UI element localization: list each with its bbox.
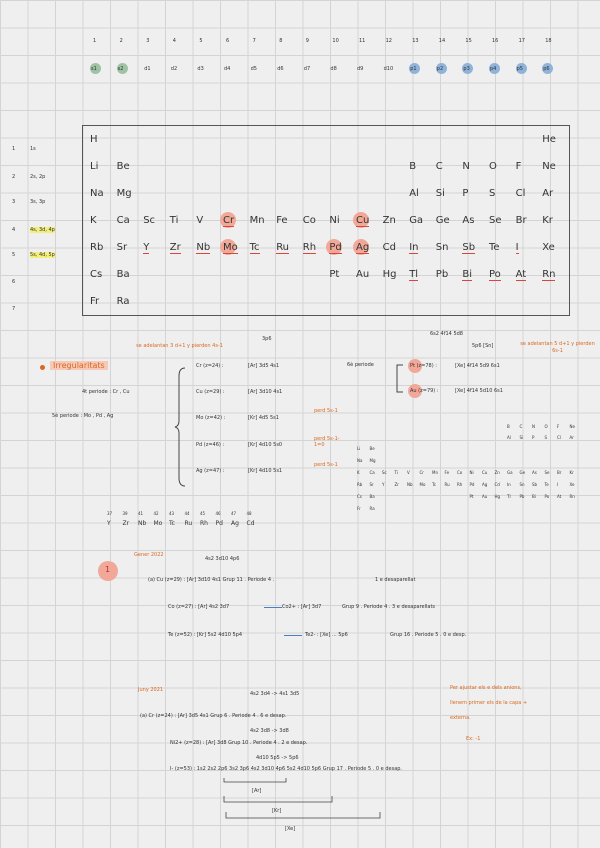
group-config: p6	[543, 66, 550, 72]
mini-symbol: Ar	[569, 435, 574, 440]
element-symbol: Mo	[153, 520, 163, 527]
period-number: 7	[12, 306, 16, 312]
element-symbol: Cu	[356, 215, 370, 226]
mini-symbol: V	[407, 470, 410, 475]
ar-bracket: [Ar]	[252, 788, 262, 794]
element-symbol: S	[489, 188, 496, 199]
mini-symbol: Y	[382, 482, 385, 487]
atomic-number: 43	[169, 511, 175, 516]
atomic-number: 46	[215, 511, 221, 516]
exam1-c-info: Grup 16 . Periode 5 . 0 e desp.	[390, 632, 467, 638]
element-symbol: Ar	[542, 188, 554, 199]
element-symbol: Zn	[382, 215, 396, 226]
element-symbol: Y	[107, 520, 111, 527]
element-symbol: Nb	[138, 520, 147, 527]
mini-symbol: Sr	[369, 482, 374, 487]
mini-symbol: At	[557, 494, 562, 499]
element-symbol: Ga	[409, 215, 424, 226]
atomic-number: 37	[107, 511, 113, 516]
element-symbol: Po	[489, 269, 501, 280]
mini-symbol: Fr	[357, 506, 361, 511]
element-symbol: Pd	[215, 520, 223, 527]
period-number: 1	[12, 146, 16, 152]
au-label: Au (z=79) :	[410, 388, 439, 394]
sn-label: 5p6 [Sn]	[472, 343, 494, 349]
mini-symbol: Sc	[382, 470, 387, 475]
mini-symbol: Bi	[532, 494, 536, 499]
atomic-number: 48	[246, 511, 252, 516]
element-symbol: Ag	[356, 242, 370, 253]
element-symbol: Sr	[116, 242, 128, 253]
group-config: d10	[383, 66, 394, 72]
mini-symbol: Cl	[557, 435, 561, 440]
mini-symbol: Rh	[457, 482, 463, 487]
sp-label: 3p6	[262, 336, 272, 342]
exam2-ni: Ni2+ (z=28) : [Ar] 3d8 Grup 10 . Periode 4 . 2 e desap.	[170, 740, 308, 746]
irregularitats-title: Irregularitats	[50, 361, 108, 370]
exam1-c: Te (z=52) : [Kr] 5s2 4d10 5p4	[168, 632, 243, 638]
mini-symbol: Pt	[469, 494, 474, 499]
element-symbol: Pb	[435, 269, 449, 280]
mini-symbol: I	[557, 482, 559, 487]
group-number: 9	[305, 38, 309, 44]
element-symbol: Y	[143, 242, 150, 253]
group-number: 7	[252, 38, 256, 44]
mini-symbol: Sn	[519, 482, 525, 487]
group-number: 3	[146, 38, 150, 44]
element-symbol: Sn	[435, 242, 449, 253]
mini-symbol: Li	[357, 446, 361, 451]
element-symbol: I	[515, 242, 519, 253]
element-symbol: Cd	[246, 520, 255, 527]
element-symbol: Br	[515, 215, 527, 226]
mini-symbol: F	[557, 424, 560, 429]
note-line-3: externa.	[450, 715, 471, 721]
mini-symbol: Ni	[469, 470, 474, 475]
period-4-irregular: 4t periode : Cr , Cu	[82, 389, 130, 395]
group-config: d5	[250, 66, 257, 72]
mini-symbol: Tl	[507, 494, 511, 499]
mini-symbol: Mg	[369, 458, 376, 463]
top-6-config: 6s2 4f14 5d8	[430, 331, 463, 337]
cu-label: Cu (z=29) :	[196, 389, 225, 395]
exam2-i-top: 4d10 5p5 -> 5p6	[256, 755, 299, 761]
exam2-a: (a) Cr (z=24) : [Ar] 3d5 4s1 Grup 6 . Periode 4 . 6 e desap.	[140, 713, 287, 719]
element-symbol: O	[489, 161, 497, 172]
perd-note-3: perd 5s-1	[314, 462, 338, 468]
element-symbol: Au	[356, 269, 370, 280]
mini-symbol: Pd	[469, 482, 475, 487]
cr-config: [Ar] 3d5 4s1	[248, 363, 280, 369]
mini-symbol: Xe	[569, 482, 575, 487]
element-symbol: C	[435, 161, 443, 172]
exam2-i: I- (z=53) : 1s2 2s2 2p6 3s2 3p6 4s2 3d10 4p6 5s2 4d10 5p6 Grup 17 . Periode 5 . 0 e desap.	[170, 766, 403, 772]
element-symbol: Bi	[462, 269, 473, 280]
element-symbol: N	[462, 161, 470, 172]
exam1-a: (a) Cu (z=29) : [Ar] 3d10 4s1 Grup 11 . Periode 4 .	[148, 577, 275, 583]
atomic-number: 42	[153, 511, 159, 516]
mini-symbol: Zr	[394, 482, 399, 487]
element-symbol: Nb	[196, 242, 211, 253]
element-symbol: Ne	[542, 161, 556, 172]
kr-bracket: [Kr]	[272, 808, 282, 814]
element-symbol: Cl	[515, 188, 526, 199]
element-symbol: Xe	[542, 242, 555, 253]
mini-symbol: Be	[369, 446, 375, 451]
element-symbol: F	[515, 161, 522, 172]
pd-label: Pd (z=46) :	[196, 442, 225, 448]
mini-symbol: N	[532, 424, 535, 429]
mini-symbol: Kr	[569, 470, 574, 475]
ag-label: Ag (z=47) :	[196, 468, 225, 474]
element-symbol: Mn	[249, 215, 265, 226]
mini-symbol: C	[519, 424, 523, 429]
element-symbol: Pd	[329, 242, 342, 253]
element-symbol: He	[542, 134, 556, 145]
note-line-1: Per ajustar els e dels anions,	[450, 685, 522, 691]
group-number: 5	[199, 38, 203, 44]
mini-symbol: Tc	[432, 482, 436, 487]
period-number: 2	[12, 174, 16, 180]
group-number: 11	[359, 38, 366, 44]
period-orbitals: 2s, 2p	[30, 174, 46, 180]
element-symbol: Ru	[184, 520, 193, 527]
atomic-number: 45	[200, 511, 206, 516]
group-config: d1	[144, 66, 151, 72]
mo-label: Mo (z=42) :	[196, 415, 226, 421]
group-number: 8	[279, 38, 283, 44]
ag-config: [Kr] 4d10 5s1	[248, 468, 283, 474]
brace-6-icon	[393, 364, 405, 394]
group-config: d9	[357, 66, 364, 72]
group-config: d4	[224, 66, 231, 72]
atomic-number: 47	[231, 511, 237, 516]
element-symbol: Tc	[249, 242, 260, 253]
bullet-icon	[40, 365, 45, 370]
exam1-pre: 4s2 3d10 4p6	[205, 556, 240, 562]
group-config: p5	[516, 66, 523, 72]
exam1-b-ion: Co2+ : [Ar] 3d7	[282, 604, 322, 610]
mini-symbol: Pb	[519, 494, 525, 499]
element-symbol: Ca	[116, 215, 130, 226]
period-number: 3	[12, 199, 16, 205]
group-config: p4	[490, 66, 497, 72]
element-symbol: Ge	[435, 215, 450, 226]
group-number: 10	[332, 38, 339, 44]
period-number: 6	[12, 279, 16, 285]
perd-note-1: perd 5s-1	[314, 408, 338, 414]
mini-symbol: Al	[507, 435, 511, 440]
element-symbol: Fe	[276, 215, 288, 226]
element-symbol: Cs	[90, 269, 103, 280]
mini-symbol: Po	[544, 494, 550, 499]
mini-symbol: Zn	[494, 470, 500, 475]
element-symbol: Rn	[542, 269, 556, 280]
atomic-number: 44	[184, 511, 190, 516]
mini-symbol: In	[507, 482, 511, 487]
period-5-irregular: 5è periode : Mo , Pd , Ag	[52, 413, 114, 419]
element-symbol: Ba	[116, 269, 130, 280]
element-symbol: At	[515, 269, 527, 280]
element-symbol: Ti	[169, 215, 179, 226]
note-example: Ex: -1	[466, 736, 481, 742]
arrow-icon	[264, 607, 282, 608]
element-symbol: Rh	[200, 520, 208, 527]
arrow-icon	[284, 635, 302, 636]
mini-symbol: Cs	[357, 494, 362, 499]
exam1-b: Co (z=27) : [Ar] 4s2 3d7	[168, 604, 230, 610]
element-symbol: Se	[489, 215, 502, 226]
mini-symbol: K	[357, 470, 360, 475]
element-symbol: Rb	[90, 242, 104, 253]
group-number: 14	[438, 38, 446, 44]
cr-label: Cr (z=24) :	[196, 363, 224, 369]
pt-label: Pt (z=78) :	[410, 363, 437, 369]
group-config: p2	[436, 66, 444, 72]
group-number: 4	[172, 38, 176, 44]
mini-symbol: Au	[482, 494, 488, 499]
mini-symbol: Sb	[532, 482, 538, 487]
group-number: 15	[465, 38, 472, 44]
mini-symbol: Si	[519, 435, 524, 440]
element-symbol: Zr	[169, 242, 181, 253]
mo-config: [Kr] 4d5 5s1	[248, 415, 279, 421]
mini-symbol: Cr	[419, 470, 424, 475]
element-symbol: Cd	[382, 242, 396, 253]
mini-symbol: Br	[557, 470, 562, 475]
group-number: 13	[412, 38, 419, 44]
element-symbol: Tc	[169, 520, 175, 527]
group-config: d2	[170, 66, 178, 72]
mini-symbol: Rb	[357, 482, 363, 487]
group-number: 6	[226, 38, 230, 44]
group-config: p1	[410, 66, 417, 72]
group-number: 2	[119, 38, 123, 44]
mini-symbol: S	[544, 435, 548, 440]
element-symbol: P	[462, 188, 469, 199]
mini-symbol: P	[532, 435, 535, 440]
bracket-group-icon	[222, 776, 387, 826]
group-config: d7	[303, 66, 311, 72]
au-config: [Xe] 4f14 5d10 6s1	[455, 388, 503, 394]
mini-symbol: Te	[544, 482, 549, 487]
period-number: 4	[12, 227, 16, 233]
exam1-date: Gener 2022	[134, 552, 164, 558]
mini-symbol: Rn	[569, 494, 575, 499]
element-symbol: Ra	[116, 296, 130, 307]
note-adelantan-5d: se adelantan 5 d+1 y pierden 6s-1	[520, 341, 595, 354]
group-config: d6	[277, 66, 284, 72]
element-symbol: B	[409, 161, 417, 172]
group-config: d8	[330, 66, 337, 72]
element-symbol: Tl	[409, 269, 419, 280]
group-number: 1	[93, 38, 97, 44]
note-adelantan-d: se adelantan 3 d+1 y pierden 4s-1	[136, 343, 223, 349]
mini-symbol: Ag	[482, 482, 488, 487]
element-symbol: Mg	[116, 188, 132, 199]
mini-symbol: Ru	[444, 482, 450, 487]
group-number: 16	[492, 38, 499, 44]
element-symbol: V	[196, 215, 204, 226]
element-symbol: Fr	[90, 296, 100, 307]
element-symbol: Ni	[329, 215, 340, 226]
mini-symbol: Ge	[519, 470, 526, 475]
exam2-date: Juny 2021	[138, 687, 164, 693]
mini-symbol: Se	[544, 470, 550, 475]
exam1-badge: 1	[105, 565, 111, 574]
element-symbol: Cr	[223, 215, 235, 226]
brace-icon	[175, 366, 187, 488]
element-symbol: Zr	[122, 520, 130, 527]
element-symbol: Hg	[382, 269, 397, 280]
element-symbol: Al	[409, 188, 419, 199]
group-number: 17	[518, 38, 525, 44]
group-config: d3	[197, 66, 204, 72]
element-symbol: Rh	[302, 242, 317, 253]
perd-note-2: perd 5s-1-1=0	[314, 436, 340, 448]
xe-bracket: [Xe]	[285, 826, 296, 832]
element-symbol: In	[409, 242, 419, 253]
mini-symbol: Cd	[494, 482, 500, 487]
element-symbol: Pt	[329, 269, 340, 280]
mini-symbol: B	[507, 424, 510, 429]
group-number: 18	[545, 38, 552, 44]
mini-symbol: Co	[457, 470, 463, 475]
group-config: p3	[463, 66, 470, 72]
mini-symbol: Cu	[482, 470, 488, 475]
element-symbol: Co	[302, 215, 316, 226]
mini-symbol: Hg	[494, 494, 501, 499]
note-line-2: llenem primer els de la capa +	[450, 700, 528, 706]
element-symbol: Li	[90, 161, 99, 172]
pd-config: [Kr] 4d10 5s0	[248, 442, 283, 448]
period-orbitals: 5s, 4d, 5p	[30, 252, 55, 258]
period-orbitals: 4s, 3d, 4p	[30, 227, 55, 233]
cu-config: [Ar] 3d10 4s1	[248, 389, 283, 395]
element-symbol: Si	[435, 188, 445, 199]
atomic-number: 39	[122, 511, 128, 516]
group-config: s2	[117, 66, 124, 72]
exam2-top-a: 4s2 3d4 -> 4s1 3d5	[250, 691, 300, 697]
mini-symbol: As	[532, 470, 537, 475]
period-orbitals: 3s, 3p	[30, 199, 46, 205]
group-number: 12	[385, 38, 392, 44]
element-symbol: Te	[489, 242, 500, 253]
exam2-ni-top: 4s2 3d8 -> 3d8	[250, 728, 289, 734]
element-symbol: Na	[90, 188, 104, 199]
mini-symbol: Ca	[369, 470, 375, 475]
exam1-a-unp: 1 e desaparellat	[375, 577, 416, 583]
element-symbol: Sc	[143, 215, 156, 226]
mini-symbol: Ba	[369, 494, 375, 499]
period-6-label: 6è periode	[347, 362, 374, 368]
group-config: s1	[91, 66, 97, 72]
pt-config: [Xe] 4f14 5d9 6s1	[455, 363, 500, 369]
period-orbitals: 1s	[30, 146, 36, 152]
mini-symbol: Ra	[369, 506, 375, 511]
element-symbol: Be	[116, 161, 130, 172]
mini-symbol: O	[544, 424, 548, 429]
element-symbol: As	[462, 215, 475, 226]
mini-symbol: Mn	[432, 470, 438, 475]
mini-symbol: Ti	[394, 470, 398, 475]
element-symbol: H	[90, 134, 98, 145]
mini-symbol: Na	[357, 458, 363, 463]
exam1-c-ion: Te2- : [Xe] ... 5p6	[305, 632, 348, 638]
atomic-number: 41	[138, 511, 144, 516]
exam1-b-info: Grup 9 . Periode 4 . 3 e desaparellats	[342, 604, 436, 610]
mini-symbol: Fe	[444, 470, 450, 475]
mini-symbol: Mo	[419, 482, 426, 487]
mini-symbol: Ga	[507, 470, 513, 475]
element-symbol: Ru	[276, 242, 290, 253]
mini-symbol: Ne	[569, 424, 575, 429]
mini-symbol: Nb	[407, 482, 413, 487]
element-symbol: Sb	[462, 242, 476, 253]
element-symbol: K	[90, 215, 97, 226]
period-number: 5	[12, 252, 16, 258]
element-symbol: Ag	[231, 520, 239, 527]
element-symbol: Mo	[223, 242, 238, 253]
element-symbol: Kr	[542, 215, 553, 226]
